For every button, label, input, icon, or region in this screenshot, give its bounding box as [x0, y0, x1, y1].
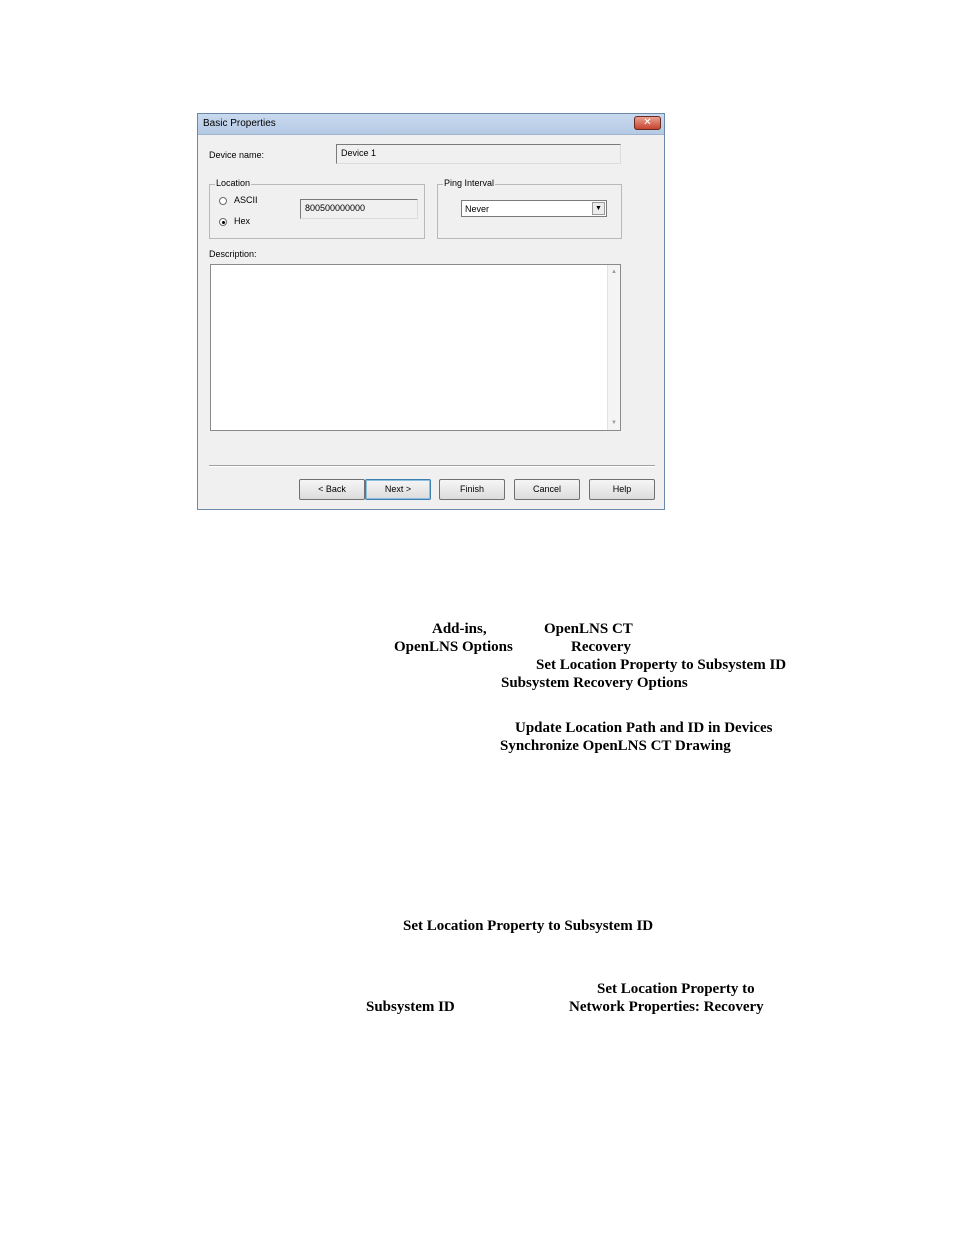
- dialog-title: Basic Properties: [203, 118, 276, 129]
- text-synchronize-drawing: Synchronize OpenLNS CT Drawing: [500, 738, 731, 754]
- cancel-button[interactable]: Cancel: [514, 479, 580, 500]
- text-subsystem-id: Subsystem ID: [366, 999, 455, 1015]
- ping-interval-legend: Ping Interval: [444, 178, 495, 188]
- location-group: [209, 178, 425, 239]
- device-name-label: Device name:: [209, 150, 265, 160]
- text-openlns-options: OpenLNS Options: [394, 639, 513, 655]
- ping-interval-value: Never: [465, 204, 490, 214]
- hex-radio-label: Hex: [234, 216, 251, 226]
- text-set-location-subsystem-id-2: Set Location Property to Subsystem ID: [403, 918, 654, 934]
- button-divider: [209, 465, 655, 467]
- next-button[interactable]: Next >: [365, 479, 431, 500]
- scroll-down-icon[interactable]: ▼: [611, 420, 617, 426]
- description-label: Description:: [209, 249, 257, 259]
- text-openlns-ct: OpenLNS CT: [544, 621, 633, 637]
- back-button[interactable]: < Back: [299, 479, 365, 500]
- device-name-field[interactable]: Device 1: [336, 144, 621, 164]
- ascii-radio-label: ASCII: [234, 195, 258, 205]
- close-icon: ✕: [643, 117, 652, 128]
- scroll-up-icon[interactable]: ▲: [611, 269, 617, 275]
- chevron-down-icon[interactable]: ▼: [592, 202, 605, 215]
- ping-interval-group: [437, 178, 622, 239]
- ascii-radio[interactable]: [219, 197, 227, 205]
- text-set-location-property-to: Set Location Property to: [597, 981, 755, 997]
- description-scrollbar[interactable]: [607, 265, 620, 430]
- close-button[interactable]: [634, 116, 661, 130]
- text-recovery: Recovery: [571, 639, 631, 655]
- basic-properties-dialog: [197, 113, 665, 510]
- text-network-properties-recovery: Network Properties: Recovery: [569, 999, 764, 1015]
- text-add-ins: Add-ins,: [432, 621, 487, 637]
- help-button[interactable]: Help: [589, 479, 655, 500]
- ping-interval-select[interactable]: [461, 200, 607, 217]
- finish-button[interactable]: Finish: [439, 479, 505, 500]
- description-textarea[interactable]: [210, 264, 621, 431]
- location-legend: Location: [216, 178, 251, 188]
- text-update-location-path: Update Location Path and ID in Devices: [515, 720, 773, 736]
- text-set-location-subsystem-id: Set Location Property to Subsystem ID: [536, 657, 787, 673]
- location-value-field[interactable]: 800500000000: [300, 199, 418, 219]
- hex-radio[interactable]: [219, 218, 227, 226]
- dialog-titlebar[interactable]: [198, 114, 664, 135]
- text-subsystem-recovery-options: Subsystem Recovery Options: [501, 675, 688, 691]
